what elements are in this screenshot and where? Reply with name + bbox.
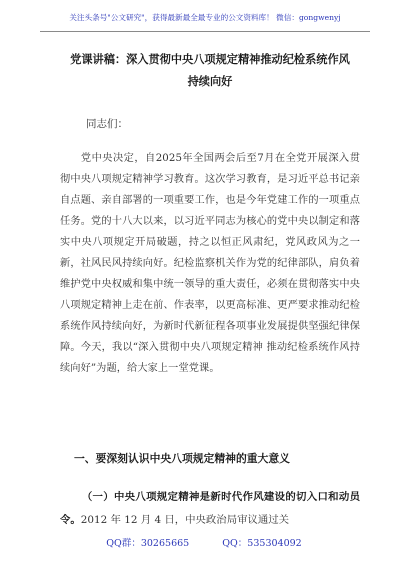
greeting: 同志们：	[86, 118, 128, 130]
document-title: 党课讲稿：深入贯彻中央八项规定精神推动纪检系统作风持续向好	[70, 52, 350, 88]
header-banner: 关注头条号"公文研究"，获得最新最全最专业的公文资料库！ 微信：gongwenyj	[69, 13, 341, 22]
qq-number: QQ：535304092	[222, 538, 302, 549]
footer-contact	[0, 537, 408, 551]
subsection-heading: （一）中央八项规定精神是新时代作风建设的切入口和动员令。	[60, 491, 360, 526]
qq-group-number: QQ群：30265665	[106, 538, 190, 549]
intro-paragraph: 党中央决定，自2025年全国两会后至7月在全党开展深入贯彻中央八项规定精神学习教育。这次学习教育，是习近平总书记亲自点题、亲自部署的一项重要工作，也是今年党建工作的一项重点任务。党的十八大以来，以习近平同志为核心的党中央以制定和落实中央八项规定开局破题，持之以恒正风肃纪，党风政风为之一新，社风民风持续向好。纪检监察机关作为党的纪律部队，肩负着维护党中央权威和集中统一领导的重大责任，必须在贯彻落实中央八项规定精神上走在前、作表率，以更高标准、更严要求推动纪检系统作风持续向好，为新时代新征程各项事业发展提供坚强纪律保障。今天，我以“深入贯彻中央八项规定精神 推动纪检系统作风持续向好”为题，给大家上一堂党课。	[60, 153, 360, 374]
header-divider	[40, 31, 370, 32]
section-heading: 一、要深刻认识中央八项规定精神的重大意义	[74, 452, 290, 465]
subsection-text: 2012 年 12 月 4 日，中央政治局审议通过关	[80, 514, 290, 526]
subsection-paragraph	[60, 486, 360, 532]
